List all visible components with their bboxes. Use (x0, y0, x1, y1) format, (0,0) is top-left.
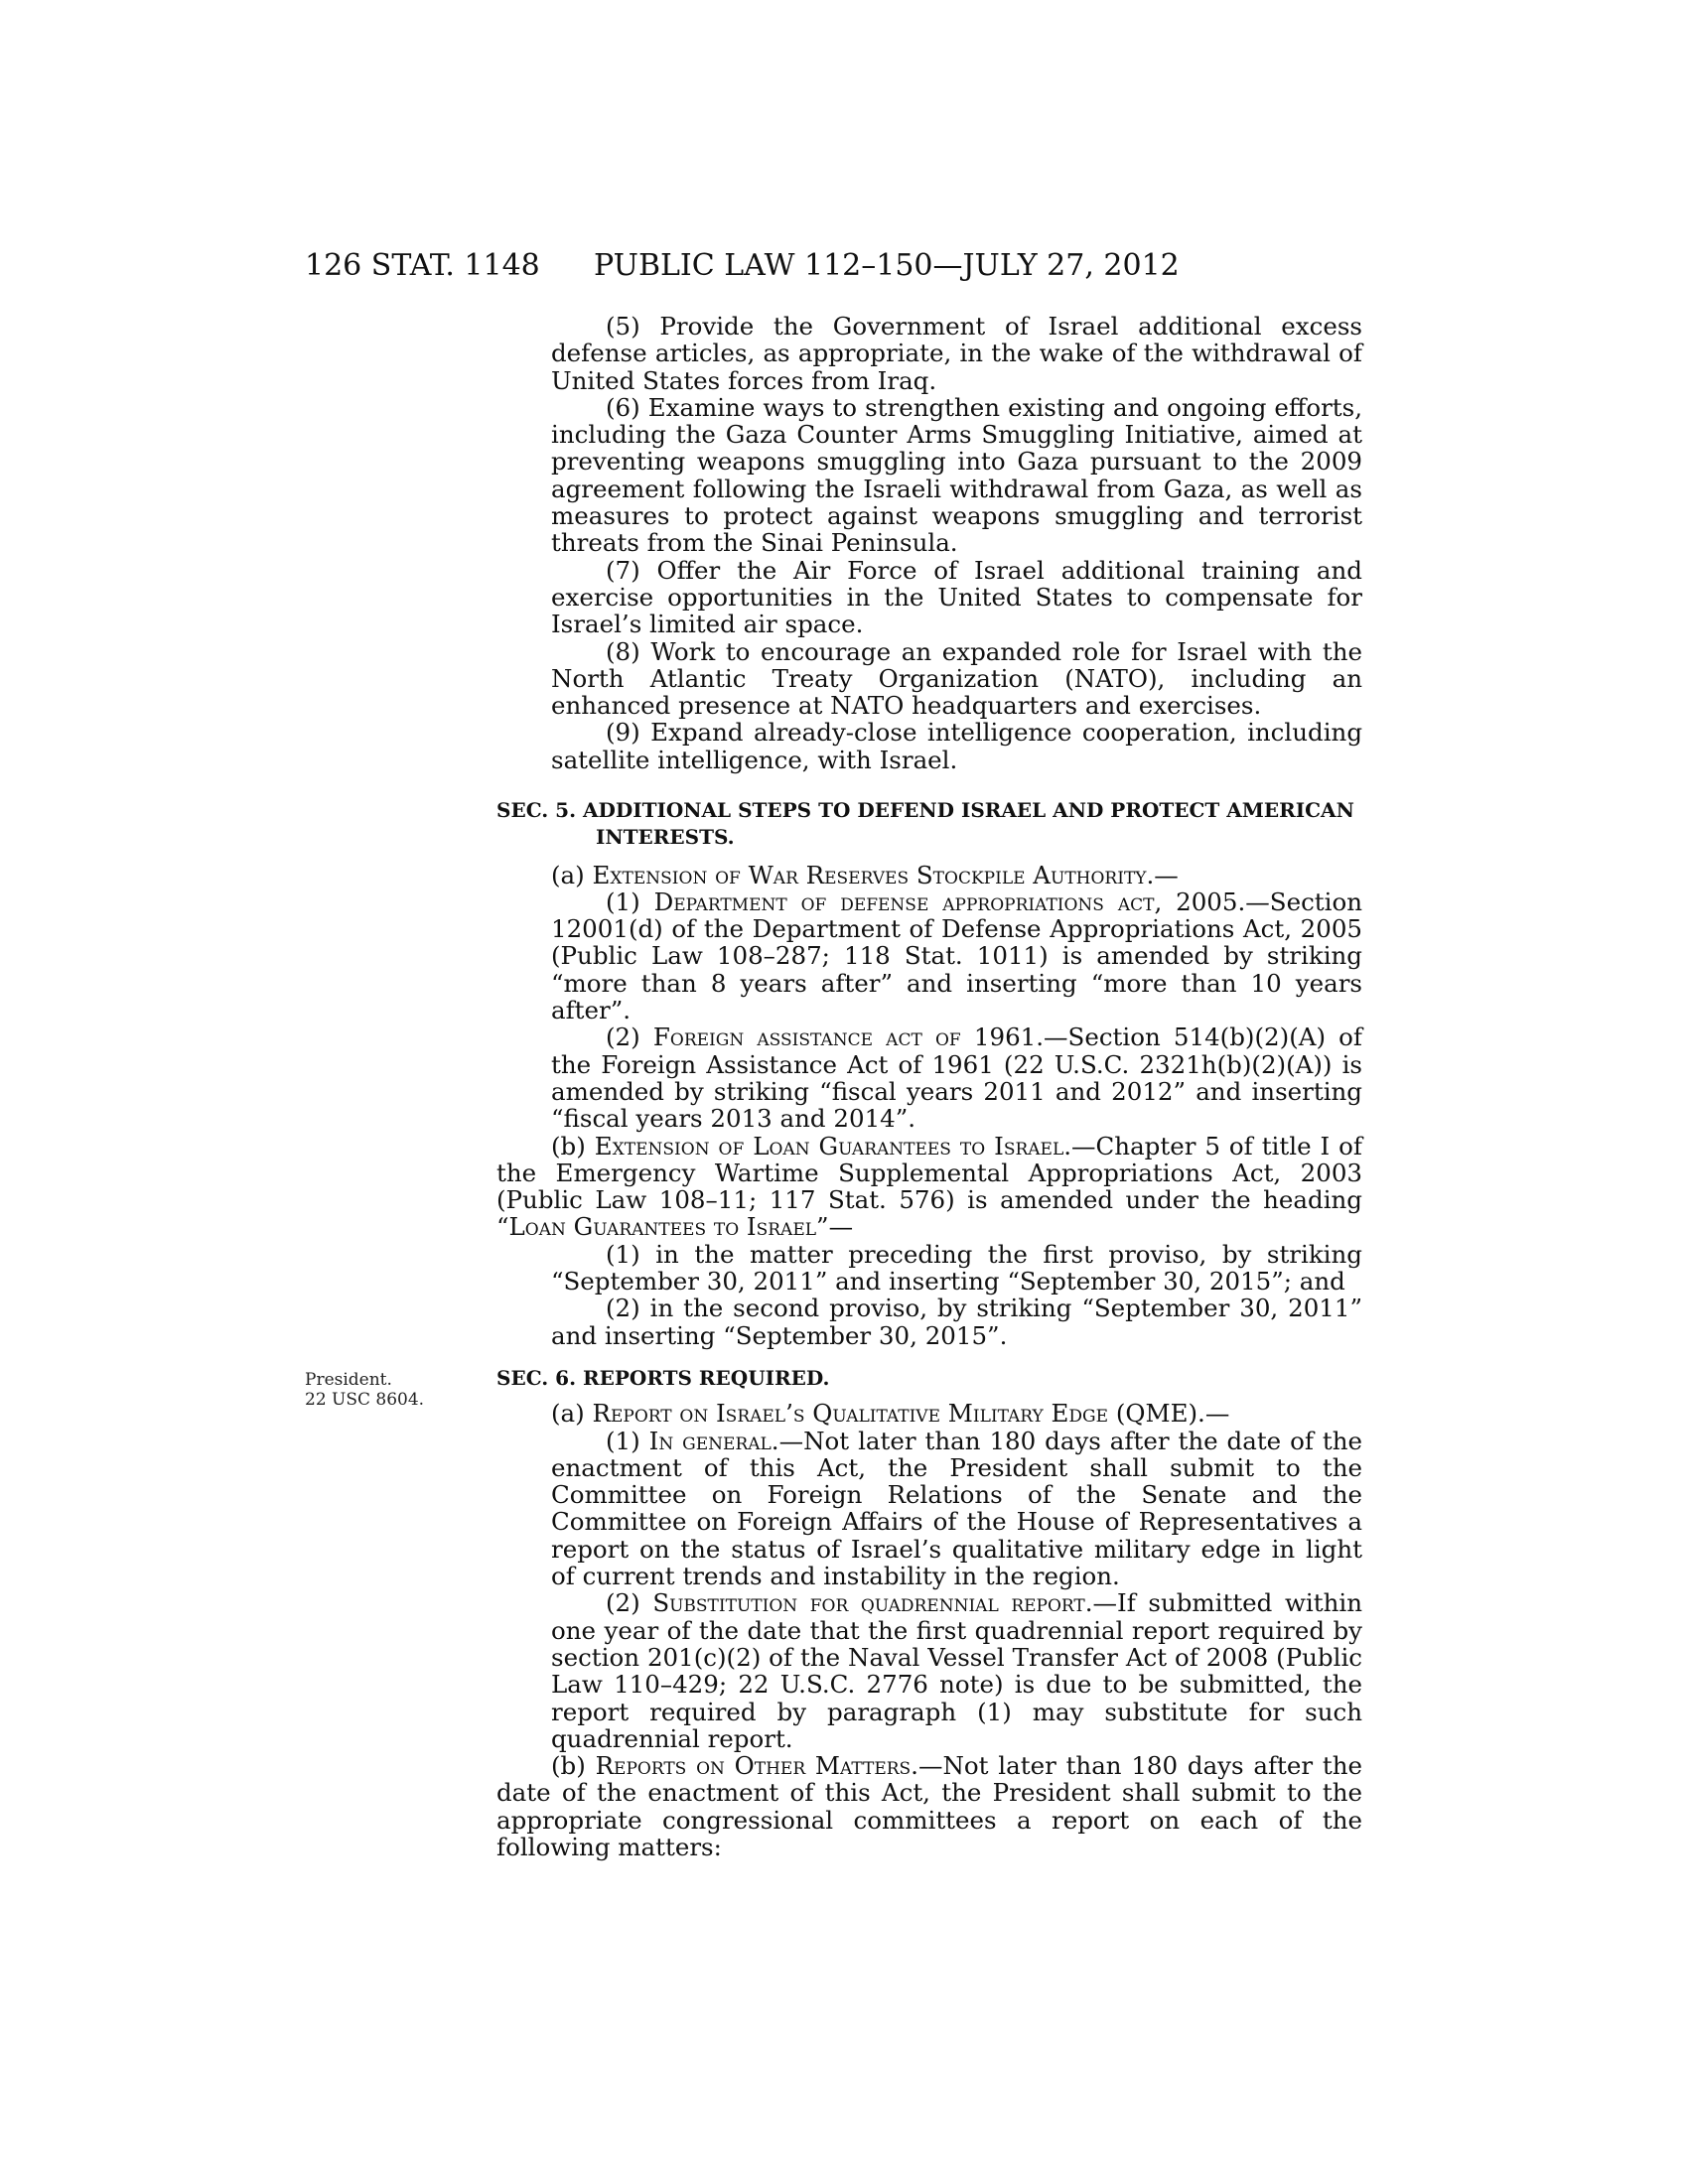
sec5-a-title: Extension of War Reserves Stockpile Authority. (592, 860, 1155, 889)
sec5-b-heading-ref: Loan Guarantees to Israel (508, 1212, 817, 1242)
page-header (0, 246, 1688, 286)
sec6-a-label: (a) (551, 1399, 585, 1429)
margin-note-usc: 22 USC 8604. (305, 1390, 425, 1410)
sec5-a1-text: Section 12001(d) of the Department of Defense Appropriations Act, 2005 (Public Law 108–287; 118 Stat. 1011) is amended by striking “more than 8 years after” and inserting “more than 10 years after”. (551, 887, 1362, 1025)
sec6-subsection-a: (a) Report on Israel’s Qualitative Military Edge (QME).— (551, 1399, 1230, 1429)
item-9: (9) Expand already-close intelligence cooperation, including satellite intelligence, with Israel. (551, 718, 1362, 774)
sec5-b-title: Extension of Loan Guarantees to Israel. (594, 1131, 1072, 1160)
sec5-subsection-b: (b) Extension of Loan Guarantees to Israel.—Chapter 5 of title I of the Emergency Wartime Supplemental Appropriations Act, 2003 (Public Law 108–11; 117 Stat. 576) is amended under the heading “Loan Guarantees to Israel”— (496, 1131, 1362, 1242)
margin-note-president: President. (305, 1370, 392, 1390)
sec6-b-title: Reports on Other Matters. (595, 1751, 918, 1781)
sec5-b-para-1: (1) in the matter preceding the first proviso, by striking “September 30, 2011” and inserting “September 30, 2015”; and (551, 1239, 1362, 1297)
sec5-b-text-1: Chapter 5 of title I of the Emergency Wartime Supplemental Appropriations Act, 2003 (Public Law 108–11; 117 Stat. 576) is amended under the heading “ (496, 1131, 1362, 1242)
sec5-a1-title: Department of defense appropriations act, 2005. (653, 887, 1246, 916)
sec5-a-para-1: (1) Department of defense appropriations act, 2005.—Section 12001(d) of the Department of Defense Appropriations Act, 2005 (Public Law 108–287; 118 Stat. 1011) is amended by striking “more than 8 years after” and inserting “more than 10 years after”. (551, 887, 1362, 1025)
sec6-a1-title: In general. (648, 1426, 779, 1455)
stat-page-number: 126 STAT. 1148 (305, 248, 540, 283)
sec5-a-label: (a) (551, 860, 585, 889)
sec6-b-text: Not later than 180 days after the date of the enactment of this Act, the President shall submit to the appropriate congressional committees a report on each of the following matters: (496, 1751, 1362, 1862)
margin-notes (305, 1370, 424, 1410)
sec5-a1-label: (1) (606, 887, 640, 916)
sec6-b-label: (b) (551, 1751, 586, 1781)
item-7: (7) Offer the Air Force of Israel additional training and exercise opportunities in the United States to compensate for Israel’s limited air space. (551, 555, 1362, 639)
sec6-a-para-1: (1) In general.—Not later than 180 days after the date of the enactment of this Act, the President shall submit to the Committee on Foreign Relations of the Senate and the Committee on Foreign Affairs of the House of Representatives a report on the status of Israel’s qualitative military edge in light of current trends and instability in the region. (551, 1426, 1362, 1591)
sec6-a-title: Report on Israel’s Qualitative Military Edge (QME). (592, 1399, 1205, 1429)
sec6-a-para-2: (2) Substitution for quadrennial report.—If submitted within one year of the date that the first quadrennial report required by section 201(c)(2) of the Naval Vessel Transfer Act of 2008 (Public Law 110–429; 22 U.S.C. 2776 note) is due to be submitted, the report required by paragraph (1) may substitute for such quadrennial report. (551, 1588, 1362, 1753)
item-6: (6) Examine ways to strengthen existing and ongoing efforts, including the Gaza Counter Arms Smuggling Initiative, aimed at preventing weapons smuggling into Gaza pursuant to the 2009 agreement following the Israeli withdrawal from Gaza, as well as measures to protect against weapons smuggling and terrorist threats from the Sinai Peninsula. (551, 392, 1362, 558)
sec5-a2-title: Foreign assistance act of 1961. (652, 1023, 1045, 1052)
sec5-a2-label: (2) (606, 1023, 640, 1052)
section-6 (496, 1365, 1362, 1860)
sec5-b-text-2: ”— (816, 1212, 854, 1242)
item-8: (8) Work to encourage an expanded role for Israel with the North Atlantic Treaty Organization (NATO), including an enhanced presence at NATO headquarters and exercises. (551, 636, 1362, 721)
sec6-a2-text: If submitted within one year of the date that the first quadrennial report required by section 201(c)(2) of the Naval Vessel Transfer Act of 2008 (Public Law 110–429; 22 U.S.C. 2776 note) is due to be submitted, the report required by paragraph (1) may substitute for such quadrennial report. (551, 1588, 1362, 1753)
section-5 (496, 797, 1362, 1349)
top-block (496, 313, 1362, 773)
sec6-a2-title: Substitution for quadrennial report. (652, 1588, 1093, 1618)
running-head: PUBLIC LAW 112–150—JULY 27, 2012 (594, 248, 1180, 283)
sec5-a-para-2: (2) Foreign assistance act of 1961.—Section 514(b)(2)(A) of the Foreign Assistance Act of 1961 (22 U.S.C. 2321h(b)(2)(A)) is amended by striking “fiscal years 2011 and 2012” and inserting “fiscal years 2013 and 2014”. (551, 1023, 1362, 1134)
sec6-subsection-b: (b) Reports on Other Matters.—Not later than 180 days after the date of the enactment of this Act, the President shall submit to the appropriate congressional committees a report on each of the following matters: (496, 1751, 1362, 1862)
section-6-heading: SEC. 6. REPORTS REQUIRED. (496, 1366, 830, 1390)
sec5-b-para-2: (2) in the second proviso, by striking “September 30, 2011” and inserting “September 30, 2015”. (551, 1294, 1362, 1350)
sec5-b-label: (b) (551, 1131, 586, 1160)
sec5-a2-text: Section 514(b)(2)(A) of the Foreign Assistance Act of 1961 (22 U.S.C. 2321h(b)(2)(A)) is amended by striking “fiscal years 2011 and 2012” and inserting “fiscal years 2013 and 2014”. (551, 1023, 1362, 1134)
item-5: (5) Provide the Government of Israel additional excess defense articles, as appropriate, in the wake of the withdrawal of United States forces from Iraq. (551, 312, 1362, 395)
section-5-heading: SEC. 5. ADDITIONAL STEPS TO DEFEND ISRAEL AND PROTECT AMERICAN INTERESTS. (496, 798, 1354, 850)
sec5-subsection-a: (a) Extension of War Reserves Stockpile Authority.— (551, 860, 1179, 889)
sec6-a2-label: (2) (606, 1588, 640, 1618)
sec6-a1-text: Not later than 180 days after the date of the enactment of this Act, the President shall submit to the Committee on Foreign Relations of the Senate and the Committee on Foreign Affairs of the House of Representatives a report on the status of Israel’s qualitative military edge in light of current trends and instability in the region. (551, 1426, 1362, 1591)
sec6-a1-label: (1) (606, 1426, 640, 1455)
